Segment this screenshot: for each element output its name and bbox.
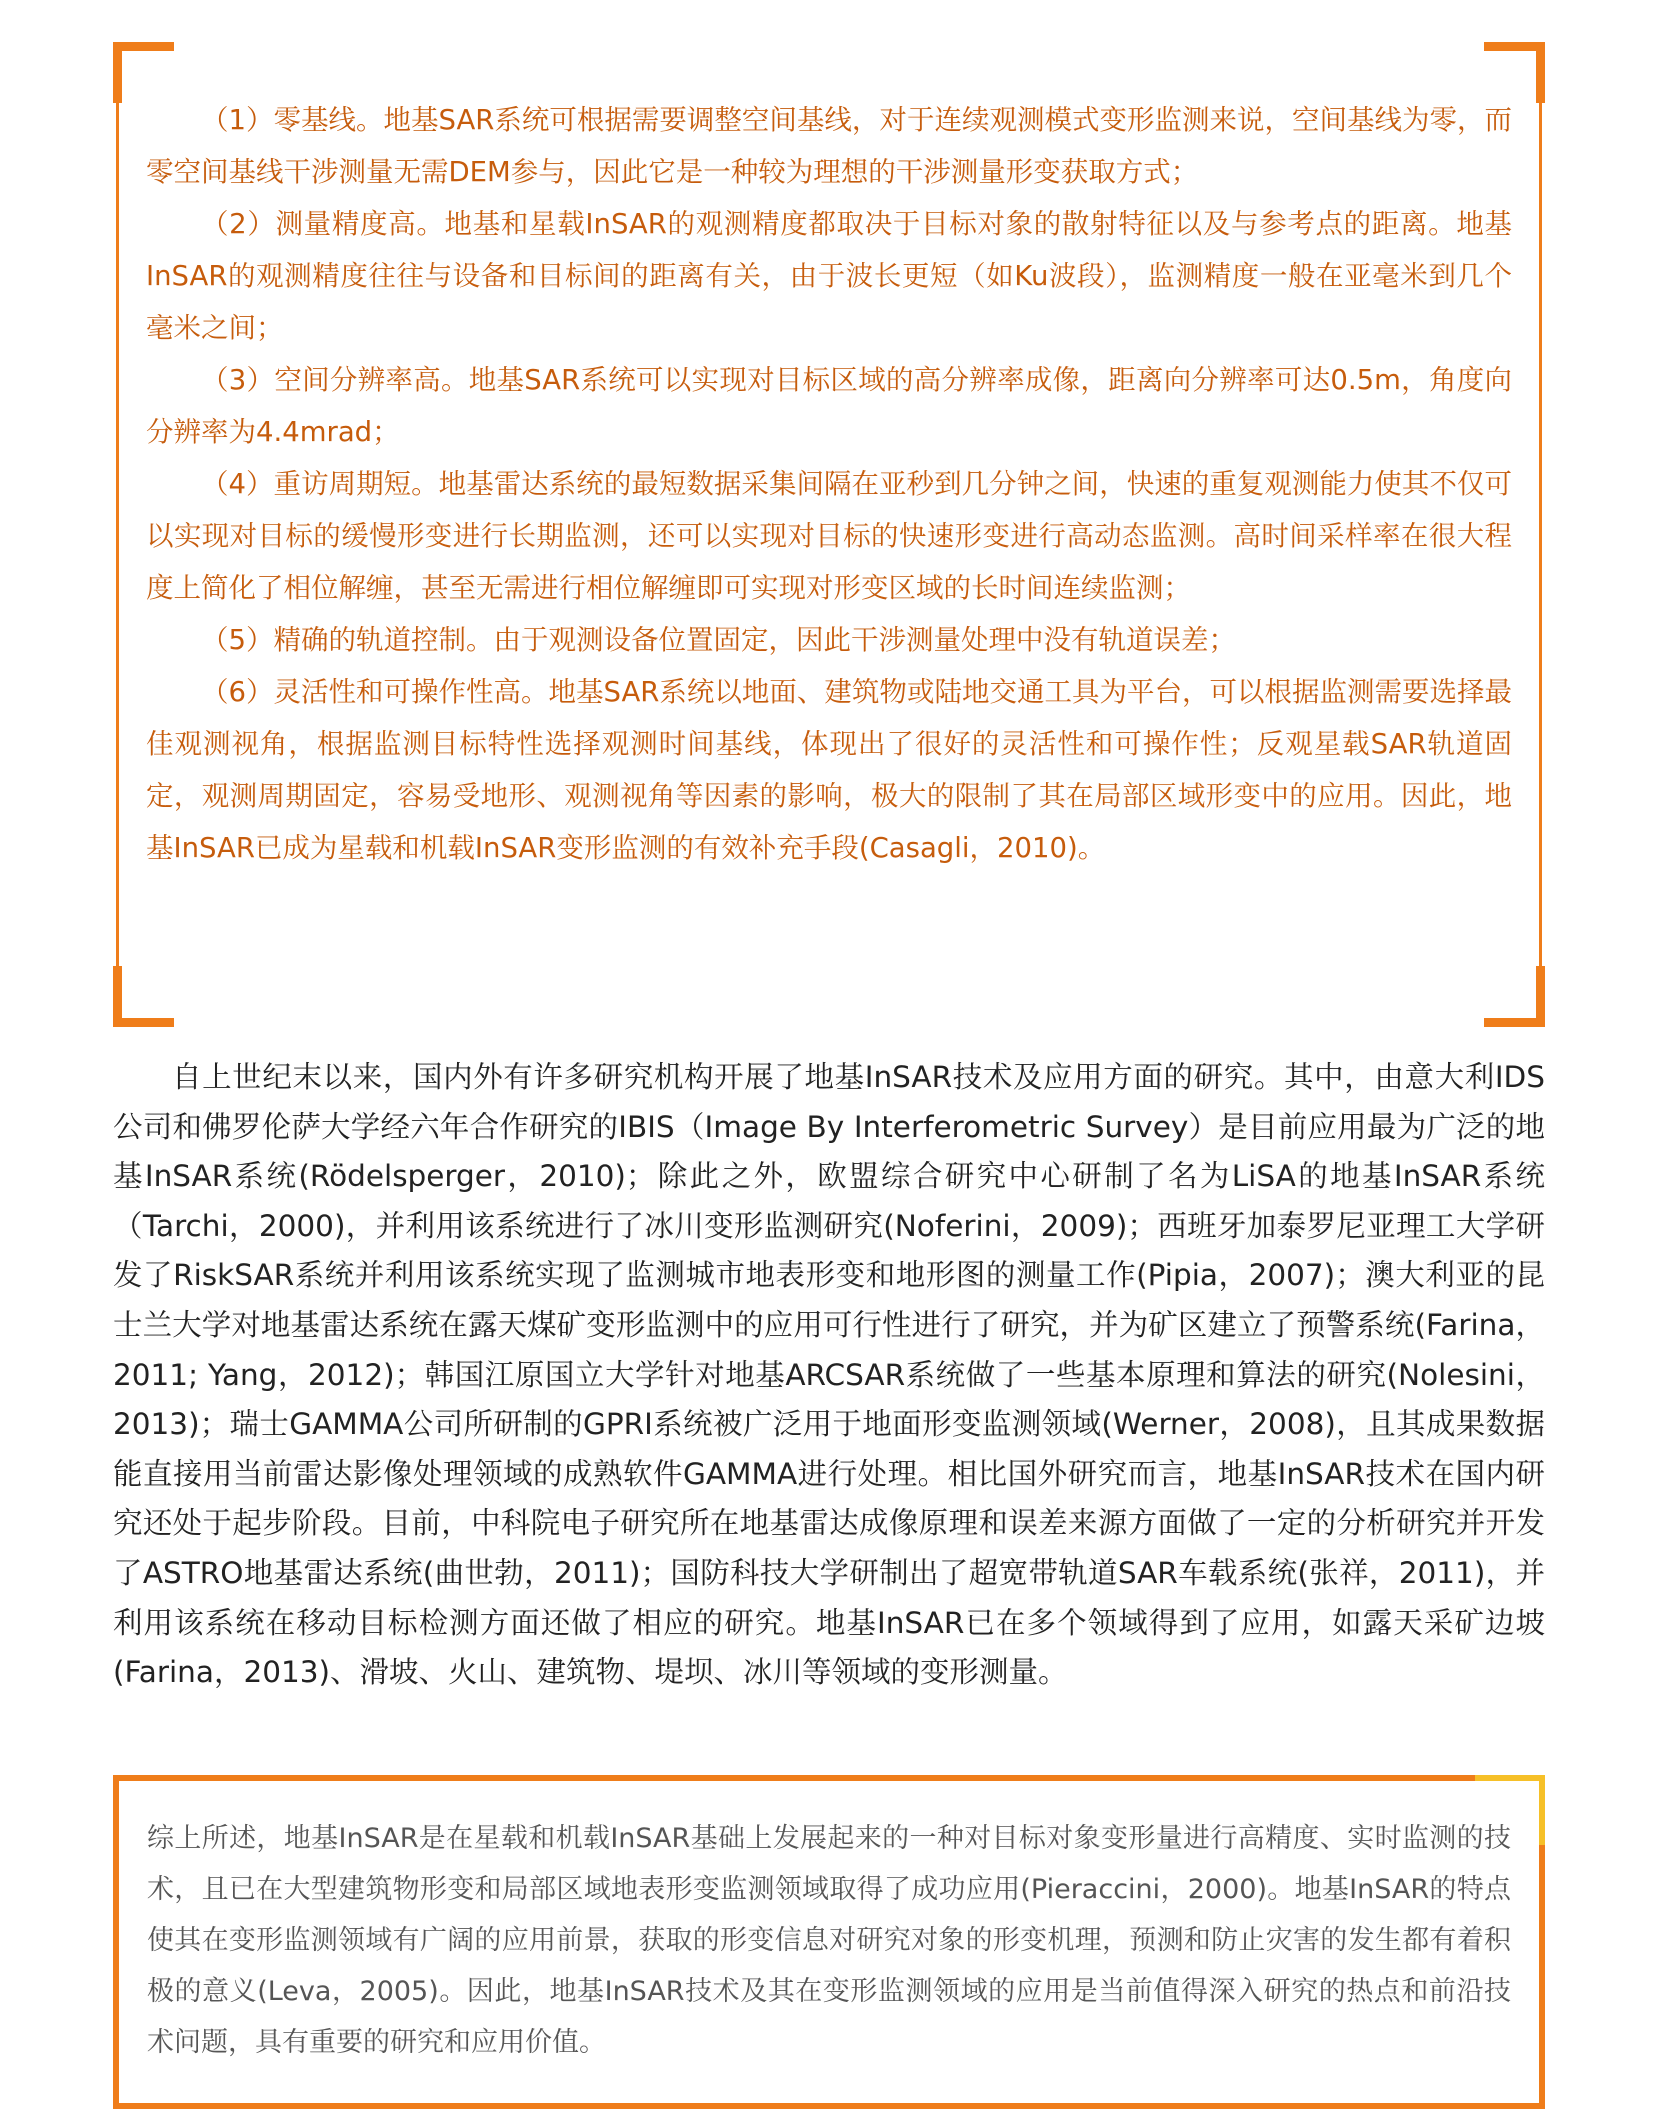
corner-bracket-bottom-left <box>113 966 174 1027</box>
corner-bracket-bottom-right <box>1484 966 1545 1027</box>
characteristic-revisit: （4）重访周期短。地基雷达系统的最短数据采集间隔在亚秒到几分钟之间，快速的重复观测能力使其不仅可以实现对目标的缓慢形变进行长期监测，还可以实现对目标的快速形变进行高动态监测。高时间采样率在很大程度上简化了相位解缠，甚至无需进行相位解缠即可实现对形变区域的长时间连续监测； <box>146 468 1512 604</box>
summary-accent-side <box>1539 1775 1545 1845</box>
characteristic-flexibility: （6）灵活性和可操作性高。地基SAR系统以地面、建筑物或陆地交通工具为平台，可以根据监测需要选择最佳观测视角，根据监测目标特性选择观测时间基线，体现出了很好的灵活性和可操作性；反观星载SAR轨道固定，观测周期固定，容易受地形、观测视角等因素的影响，极大的限制了其在局部区域形变中的应用。因此，地基InSAR已成为星载和机载InSAR变形监测的有效补充手段(Casagli，2010)。 <box>146 676 1512 864</box>
summary-box <box>113 1775 1545 2109</box>
characteristic-zero-baseline: （1）零基线。地基SAR系统可根据需要调整空间基线，对于连续观测模式变形监测来说，空间基线为零，而零空间基线干涉测量无需DEM参与，因此它是一种较为理想的干涉测量形变获取方式； <box>146 104 1512 188</box>
summary-text: 综上所述，地基InSAR是在星载和机载InSAR基础上发展起来的一种对目标对象变形量进行高精度、实时监测的技术，且已在大型建筑物形变和局部区域地表形变监测领域取得了成功应用(Pieraccini，2000)。地基InSAR的特点使其在变形监测领域有广阔的应用前景，获取的形变信息对研究对象的形变机理，预测和防止灾害的发生都有着积极的意义(Leva，2005)。因此，地基InSAR技术及其在变形监测领域的应用是当前值得深入研究的热点和前沿技术问题，具有重要的研究和应用价值。 <box>147 1823 1511 2058</box>
research-paragraph: 自上世纪末以来，国内外有许多研究机构开展了地基InSAR技术及应用方面的研究。其中，由意大利IDS公司和佛罗伦萨大学经六年合作研究的IBIS（Image By Interferometric Survey）是目前应用最为广泛的地基InSAR系统(Rödelsperger，2010)；除此之外，欧盟综合研究中心研制了名为LiSA的地基InSAR系统（Tarchi，2000)，并利用该系统进行了冰川变形监测研究(Noferini，2009)；西班牙加泰罗尼亚理工大学研发了RiskSAR系统并利用该系统实现了监测城市地表形变和地形图的测量工作(Pipia，2007)；澳大利亚的昆士兰大学对地基雷达系统在露天煤矿变形监测中的应用可行性进行了研究，并为矿区建立了预警系统(Farina，2011; Yang，2012)；韩国江原国立大学针对地基ARCSAR系统做了一些基本原理和算法的研究(Nolesini，2013)；瑞士GAMMA公司所研制的GPRI系统被广泛用于地面形变监测领域(Werner，2008)，且其成果数据能直接用当前雷达影像处理领域的成熟软件GAMMA进行处理。相比国外研究而言，地基InSAR技术在国内研究还处于起步阶段。目前，中科院电子研究所在地基雷达成像原理和误差来源方面做了一定的分析研究并开发了ASTRO地基雷达系统(曲世勃，2011)；国防科技大学研制出了超宽带轨道SAR车载系统(张祥，2011)，并利用该系统在移动目标检测方面还做了相应的研究。地基InSAR已在多个领域得到了应用，如露天采矿边坡(Farina，2013)、滑坡、火山、建筑物、堤坝、冰川等领域的变形测量。 <box>113 1060 1545 1690</box>
characteristic-orbit: （5）精确的轨道控制。由于观测设备位置固定，因此干涉测量处理中没有轨道误差； <box>201 624 1236 656</box>
box-left-rule <box>116 90 119 979</box>
summary-accent-top <box>1475 1775 1545 1781</box>
characteristic-accuracy: （2）测量精度高。地基和星载InSAR的观测精度都取决于目标对象的散射特征以及与参考点的距离。地基InSAR的观测精度往往与设备和目标间的距离有关，由于波长更短（如Ku波段），监测精度一般在亚毫米到几个毫米之间； <box>146 208 1512 344</box>
box-right-rule <box>1539 90 1542 979</box>
characteristic-resolution: （3）空间分辨率高。地基SAR系统可以实现对目标区域的高分辨率成像，距离向分辨率可达0.5m，角度向分辨率为4.4mrad； <box>146 364 1512 448</box>
characteristics-list <box>146 94 1512 874</box>
characteristics-box <box>113 42 1545 1027</box>
research-overview <box>113 1053 1545 1698</box>
